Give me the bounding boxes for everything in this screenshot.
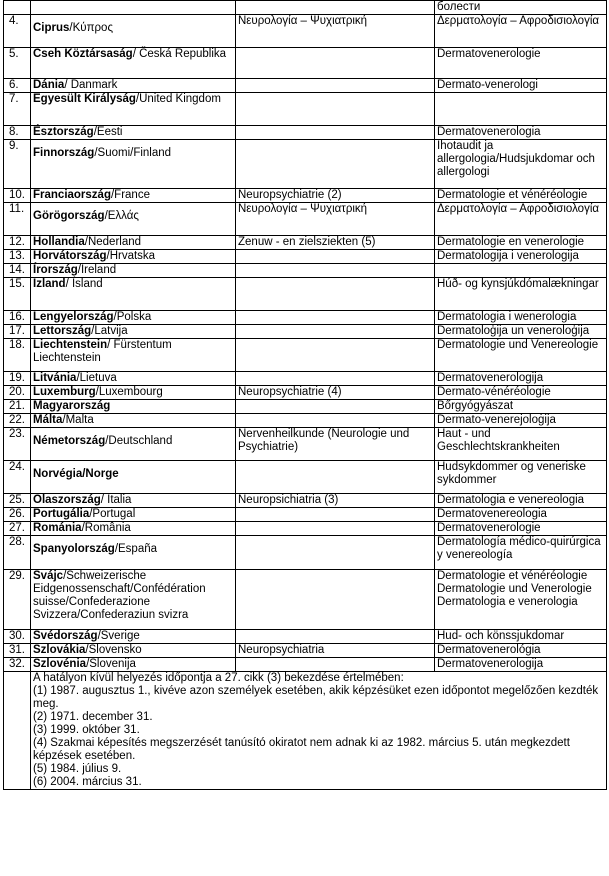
country-name <box>31 536 236 570</box>
dermatology-title: Dermatovenerológia <box>435 644 607 658</box>
table-row <box>4 140 607 189</box>
country-name <box>31 372 236 386</box>
country-name <box>31 278 236 311</box>
dermatology-title: Dermatologie und Venereologie <box>435 339 607 372</box>
cell-country <box>31 1 236 15</box>
neuropsychiatry-title: Zenuw - en zielsziekten (5) <box>236 236 435 250</box>
neuropsychiatry-title <box>236 536 435 570</box>
row-number: 8. <box>4 126 31 140</box>
country-name <box>31 140 236 189</box>
table-row <box>4 630 607 644</box>
neuropsychiatry-title <box>236 278 435 311</box>
dermatology-title: Dermatovenerologija <box>435 658 607 672</box>
row-number: 11. <box>4 203 31 236</box>
row-number: 4. <box>4 15 31 48</box>
cell-num <box>4 1 31 15</box>
country-name-hungarian: Luxemburg <box>33 386 96 398</box>
table-row <box>4 414 607 428</box>
table-row <box>4 15 607 48</box>
country-name-native: / Česká Republika <box>132 48 227 60</box>
table-row <box>4 79 607 93</box>
row-number: 13. <box>4 250 31 264</box>
country-name-native: /Deutschland <box>105 435 173 447</box>
country-name <box>31 48 236 79</box>
country-name-hungarian: Svájc <box>33 570 64 582</box>
country-name-native: / Fürstentum Liechtenstein <box>33 339 172 364</box>
row-number: 17. <box>4 325 31 339</box>
country-name-hungarian: Hollandia <box>33 236 85 248</box>
footnote: (5) 1984. július 9. <box>33 763 122 775</box>
row-number: 19. <box>4 372 31 386</box>
country-name-hungarian: Svédország <box>33 630 98 642</box>
country-name-hungarian: Franciaország <box>33 189 111 201</box>
country-name-hungarian: Portugália <box>33 508 90 520</box>
dermatology-title: Dermatovenerologija <box>435 372 607 386</box>
table-row <box>4 494 607 508</box>
neuropsychiatry-title <box>236 522 435 536</box>
specialist-table <box>3 0 607 790</box>
footnotes <box>31 672 607 790</box>
country-name-hungarian: Magyarország <box>33 400 111 412</box>
country-name-native: /Eesti <box>93 126 123 138</box>
country-name-native: /Ελλάς <box>104 210 139 222</box>
country-name-hungarian: Izland <box>33 278 66 290</box>
country-name-native: /Hrvatska <box>106 250 156 262</box>
row-number: 29. <box>4 570 31 630</box>
row-number: 32. <box>4 658 31 672</box>
country-name-hungarian: Norvégia/Norge <box>33 468 119 480</box>
country-name <box>31 126 236 140</box>
country-name <box>31 264 236 278</box>
country-name-hungarian: Németország <box>33 435 106 447</box>
country-name <box>31 494 236 508</box>
row-number: 31. <box>4 644 31 658</box>
footnote: (4) Szakmai képesítés megszerzését tanúsító okiratot nem adnak ki az 1982. március 5. után megkezdett képzések esetében. <box>33 737 570 762</box>
neuropsychiatry-title <box>236 508 435 522</box>
table-row <box>4 658 607 672</box>
country-name-native: /Suomi/Finland <box>94 147 172 159</box>
neuropsychiatry-title <box>236 630 435 644</box>
neuropsychiatry-title <box>236 48 435 79</box>
dermatology-title: Dermatovenerologie <box>435 522 607 536</box>
footnotes-spacer <box>4 672 31 790</box>
country-name-native: / Danmark <box>64 79 118 91</box>
table-row <box>4 325 607 339</box>
neuropsychiatry-title: Neuropsychiatrie (4) <box>236 386 435 400</box>
table-row <box>4 250 607 264</box>
neuropsychiatry-title: Neuropsichiatria (3) <box>236 494 435 508</box>
neuropsychiatry-title <box>236 311 435 325</box>
neuropsychiatry-title <box>236 264 435 278</box>
footnote: (1) 1987. augusztus 1., kivéve azon személyek esetében, akik képzésüket ezen időpontot megelőzően kezdték meg. <box>33 685 599 710</box>
dermatology-title: Dermato-vénéréologie <box>435 386 607 400</box>
dermatology-title: Dermatovenereologia <box>435 508 607 522</box>
table-row <box>4 189 607 203</box>
table-row <box>4 536 607 570</box>
table-row <box>4 93 607 126</box>
row-number: 9. <box>4 140 31 189</box>
country-name-native: /United Kingdom <box>135 93 221 105</box>
country-name <box>31 15 236 48</box>
country-name <box>31 339 236 372</box>
cell-col4: болести <box>435 1 607 15</box>
row-number: 21. <box>4 400 31 414</box>
neuropsychiatry-title <box>236 400 435 414</box>
country-name-native: /España <box>114 543 158 555</box>
dermatology-title <box>435 264 607 278</box>
country-name-hungarian: Liechtenstein <box>33 339 108 351</box>
country-name-native: /Luxembourg <box>95 386 163 398</box>
row-number: 24. <box>4 461 31 494</box>
neuropsychiatry-title <box>236 372 435 386</box>
country-name <box>31 93 236 126</box>
country-name-native: / Italia <box>100 494 132 506</box>
country-name-native: /Nederland <box>84 236 142 248</box>
country-name <box>31 386 236 400</box>
country-name-native: /Malta <box>62 414 94 426</box>
dermatology-title <box>435 570 607 630</box>
country-name-hungarian: Görögország <box>33 210 105 222</box>
country-name-hungarian: Lettország <box>33 325 92 337</box>
neuropsychiatry-title <box>236 570 435 630</box>
country-name <box>31 400 236 414</box>
row-number: 26. <box>4 508 31 522</box>
country-name <box>31 570 236 630</box>
table-row <box>4 48 607 79</box>
country-name-hungarian: Málta <box>33 414 63 426</box>
table-row <box>4 428 607 461</box>
dermatology-title: Dermatoloģija un veneroloģija <box>435 325 607 339</box>
country-name-hungarian: Dánia <box>33 79 65 91</box>
country-name-hungarian: Egyesült Királyság <box>33 93 136 105</box>
dermatology-title: Dermato-venerejoloġija <box>435 414 607 428</box>
country-name-hungarian: Finnország <box>33 147 95 159</box>
country-name-hungarian: Spanyolország <box>33 543 115 555</box>
country-name-native: /Slovenija <box>86 658 136 670</box>
table-row <box>4 508 607 522</box>
country-name <box>31 658 236 672</box>
dermatology-title: Dermatovenerologie <box>435 48 607 79</box>
neuropsychiatry-title <box>236 140 435 189</box>
table-row <box>4 644 607 658</box>
dermatology-title: Δερματολογία – Αφροδισιολογία <box>435 203 607 236</box>
neuropsychiatry-title: Nervenheilkunde (Neurologie und Psychiatrie) <box>236 428 435 461</box>
row-number: 27. <box>4 522 31 536</box>
country-name-native: / Ísland <box>65 278 103 290</box>
country-name-native: /Slovensko <box>85 644 142 656</box>
table-row <box>4 400 607 414</box>
country-name <box>31 236 236 250</box>
country-name-native: /Ireland <box>77 264 117 276</box>
country-name-hungarian: Horvátország <box>33 250 107 262</box>
table-row <box>4 264 607 278</box>
footnote: A hatályon kívül helyezés időpontja a 27. cikk (3) bekezdése értelmében: <box>33 672 404 684</box>
dermatology-title: Húð- og kynsjúkdómalækningar <box>435 278 607 311</box>
row-number: 15. <box>4 278 31 311</box>
country-name <box>31 630 236 644</box>
table-row <box>4 236 607 250</box>
table-row <box>4 570 607 630</box>
country-name <box>31 311 236 325</box>
row-number: 30. <box>4 630 31 644</box>
country-name <box>31 325 236 339</box>
dermatology-title: Bőrgyógyászat <box>435 400 607 414</box>
country-name-hungarian: Litvánia <box>33 372 77 384</box>
country-name-native: /Schweizerische Eidgenossenschaft/Confédération suisse/Confederazione Svizzera/Confederaziun svizra <box>33 570 206 621</box>
table-row <box>4 372 607 386</box>
country-name <box>31 644 236 658</box>
cell-col3 <box>236 1 435 15</box>
country-name-native: /Lietuva <box>76 372 117 384</box>
dermatology-title: Dermatologia i wenerologia <box>435 311 607 325</box>
country-name <box>31 461 236 494</box>
neuropsychiatry-title: Neuropsychiatria <box>236 644 435 658</box>
row-number: 22. <box>4 414 31 428</box>
country-name <box>31 79 236 93</box>
footnote: (3) 1999. október 31. <box>33 724 140 736</box>
row-number: 14. <box>4 264 31 278</box>
table-row-top <box>4 1 607 15</box>
dermatology-title: Dermatologie en venerologie <box>435 236 607 250</box>
row-number: 10. <box>4 189 31 203</box>
neuropsychiatry-title: Νευρολογία – Ψυχιατρική <box>236 15 435 48</box>
neuropsychiatry-title: Neuropsychiatrie (2) <box>236 189 435 203</box>
row-number: 28. <box>4 536 31 570</box>
country-name-hungarian: Észtország <box>33 126 94 138</box>
neuropsychiatry-title: Νευρολογία – Ψυχιατρική <box>236 203 435 236</box>
dermatology-title: Haut - und Geschlechtskrankheiten <box>435 428 607 461</box>
dermatology-title: Dermatologie et vénéréologie <box>435 189 607 203</box>
neuropsychiatry-title <box>236 250 435 264</box>
country-name-hungarian: Szlovénia <box>33 658 87 670</box>
neuropsychiatry-title <box>236 79 435 93</box>
neuropsychiatry-title <box>236 93 435 126</box>
country-name <box>31 203 236 236</box>
neuropsychiatry-title <box>236 658 435 672</box>
dermatology-title: Δερματολογία – Αφροδισιολογία <box>435 15 607 48</box>
row-number: 12. <box>4 236 31 250</box>
row-number: 7. <box>4 93 31 126</box>
table-row <box>4 522 607 536</box>
country-name <box>31 189 236 203</box>
dermatology-title: Dermatologia e venereologia <box>435 494 607 508</box>
country-name-hungarian: Olaszország <box>33 494 101 506</box>
table-row <box>4 311 607 325</box>
country-name-hungarian: Írország <box>33 264 78 276</box>
dermatology-title <box>435 93 607 126</box>
table-row <box>4 126 607 140</box>
row-number: 6. <box>4 79 31 93</box>
row-number: 16. <box>4 311 31 325</box>
country-name <box>31 414 236 428</box>
dermatology-title: Hudsykdommer og veneriske sykdommer <box>435 461 607 494</box>
dermatology-title: Dermatovenerologia <box>435 126 607 140</box>
country-name-native: /Latvija <box>91 325 128 337</box>
dermatology-title-line: Dermatologie und Venerologie <box>437 583 592 595</box>
dermatology-title: Dermatología médico-quirúrgica y venereología <box>435 536 607 570</box>
country-name-hungarian: Cseh Köztársaság <box>33 48 133 60</box>
country-name-native: /România <box>81 522 131 534</box>
footnote: (6) 2004. március 31. <box>33 776 142 788</box>
country-name <box>31 250 236 264</box>
table-row <box>4 386 607 400</box>
country-name-hungarian: Románia <box>33 522 82 534</box>
dermatology-title: Dermato-venerologi <box>435 79 607 93</box>
country-name-hungarian: Lengyelország <box>33 311 114 323</box>
row-number: 5. <box>4 48 31 79</box>
row-number: 25. <box>4 494 31 508</box>
country-name-native: /Κύπρος <box>69 22 113 34</box>
country-name-native: /Portugal <box>89 508 136 520</box>
country-name-native: /France <box>110 189 150 201</box>
dermatology-title: Hud- och könssjukdomar <box>435 630 607 644</box>
table-row <box>4 203 607 236</box>
neuropsychiatry-title <box>236 339 435 372</box>
row-number: 20. <box>4 386 31 400</box>
neuropsychiatry-title <box>236 461 435 494</box>
country-name-hungarian: Ciprus <box>33 22 70 34</box>
dermatology-title: Ihotaudit ja allergologia/Hudsjukdomar och allergologi <box>435 140 607 189</box>
dermatology-title: Dermatologija i venerologija <box>435 250 607 264</box>
neuropsychiatry-title <box>236 414 435 428</box>
neuropsychiatry-title <box>236 126 435 140</box>
table-row <box>4 461 607 494</box>
row-number: 23. <box>4 428 31 461</box>
dermatology-title-line: Dermatologie et vénéréologie <box>437 570 588 582</box>
row-number: 18. <box>4 339 31 372</box>
footnote: (2) 1971. december 31. <box>33 711 153 723</box>
country-name-native: /Polska <box>113 311 152 323</box>
table-row <box>4 339 607 372</box>
neuropsychiatry-title <box>236 325 435 339</box>
country-name <box>31 428 236 461</box>
footnotes-row <box>4 672 607 790</box>
dermatology-title-line: Dermatologia e venerologia <box>437 596 578 608</box>
country-name <box>31 522 236 536</box>
table-row <box>4 278 607 311</box>
country-name-hungarian: Szlovákia <box>33 644 86 656</box>
country-name-native: /Sverige <box>97 630 140 642</box>
country-name <box>31 508 236 522</box>
